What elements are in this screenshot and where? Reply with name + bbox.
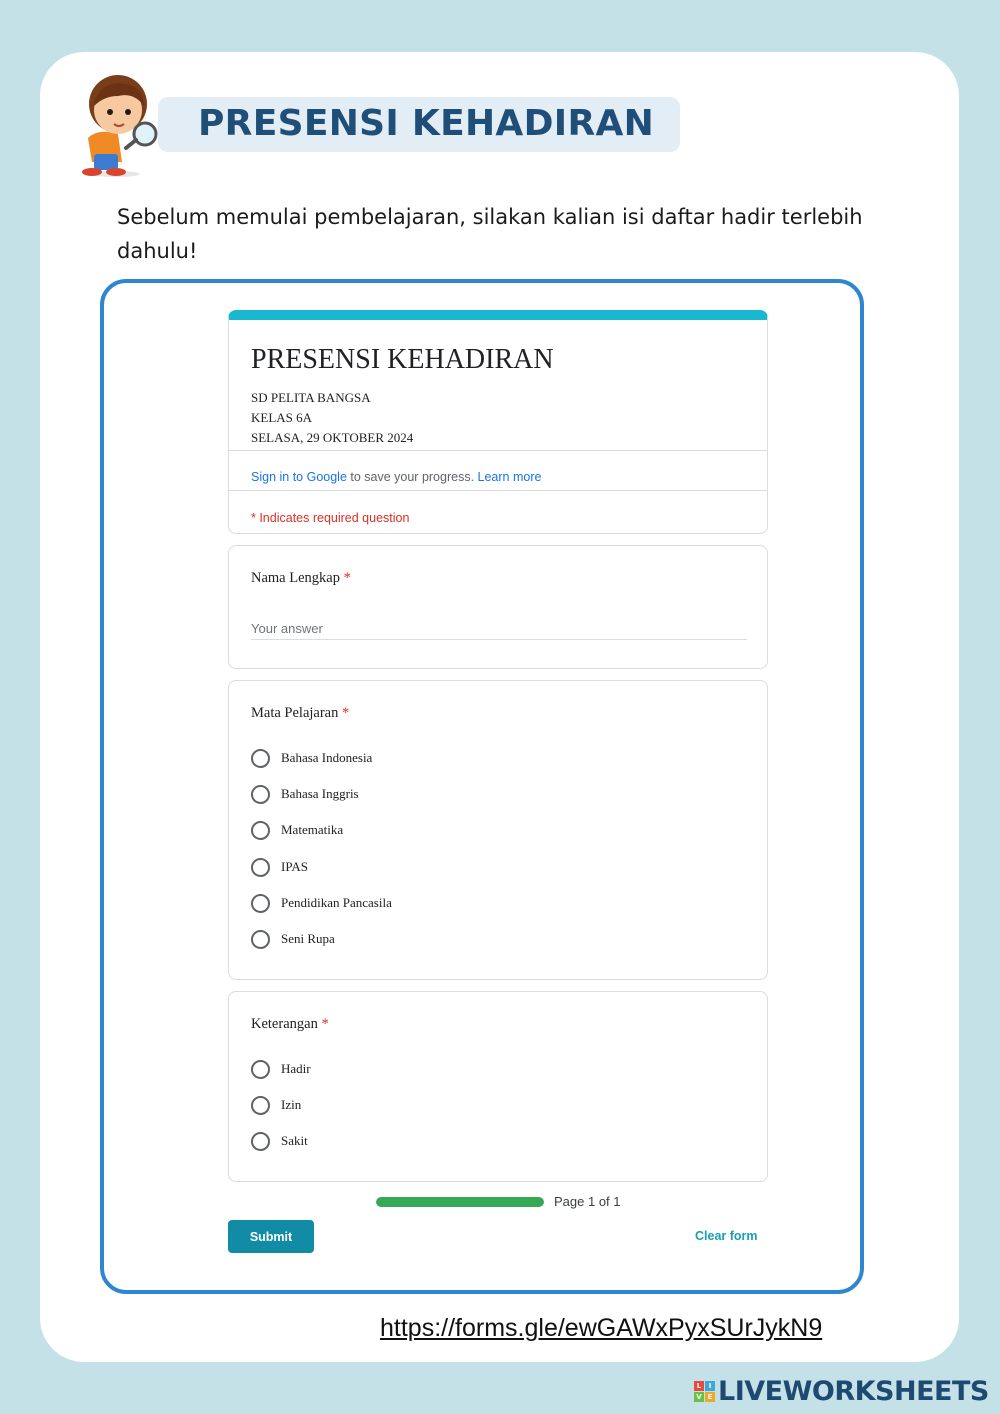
- divider: [229, 450, 767, 451]
- form-title: PRESENSI KEHADIRAN: [251, 344, 554, 375]
- signin-text: to save your progress.: [346, 470, 478, 484]
- liveworksheets-wordmark: LIVEWORKSHEETS: [718, 1376, 989, 1407]
- intro-instruction: Sebelum memulai pembelajaran, silakan kalian isi daftar hadir terlebih dahulu!: [117, 205, 863, 263]
- form-date: SELASA, 29 OKTOBER 2024: [251, 430, 414, 445]
- worksheet-title-banner: [158, 97, 680, 152]
- radio-circle-icon[interactable]: [251, 930, 270, 949]
- radio-circle-icon[interactable]: [251, 894, 270, 913]
- required-star: *: [321, 1016, 329, 1032]
- progress-bar: [376, 1197, 544, 1207]
- radio-circle-icon[interactable]: [251, 1132, 270, 1151]
- worksheet-title: PRESENSI KEHADIRAN: [198, 103, 655, 144]
- signin-link[interactable]: Sign in to Google: [251, 470, 347, 484]
- radio-circle-icon[interactable]: [251, 821, 270, 840]
- question-label: Mata Pelajaran *: [251, 705, 350, 721]
- radio-option[interactable]: Bahasa Indonesia: [251, 747, 372, 769]
- divider: [229, 490, 767, 491]
- question-card-name: [228, 545, 768, 669]
- question-label: Nama Lengkap *: [251, 570, 351, 586]
- radio-circle-icon[interactable]: [251, 749, 270, 768]
- radio-circle-icon[interactable]: [251, 785, 270, 804]
- progress-fill: [376, 1197, 544, 1207]
- class-name: KELAS 6A: [251, 410, 313, 425]
- question-card-status: [228, 991, 768, 1182]
- required-star: *: [343, 570, 351, 586]
- name-answer-input[interactable]: [251, 618, 747, 640]
- question-label: Keterangan *: [251, 1016, 329, 1032]
- radio-option[interactable]: Sakit: [251, 1130, 308, 1152]
- radio-option[interactable]: Hadir: [251, 1058, 311, 1080]
- signin-notice: [251, 470, 541, 484]
- liveworksheets-mark-icon: L I V E: [694, 1381, 715, 1402]
- radio-option[interactable]: Bahasa Inggris: [251, 783, 359, 805]
- form-description: [251, 388, 413, 448]
- radio-circle-icon[interactable]: [251, 858, 270, 877]
- submit-button[interactable]: Submit: [228, 1220, 314, 1253]
- radio-circle-icon[interactable]: [251, 1096, 270, 1115]
- radio-option[interactable]: IPAS: [251, 856, 308, 878]
- learn-more-link[interactable]: Learn more: [477, 470, 542, 484]
- required-note: * Indicates required question: [251, 511, 410, 525]
- radio-option[interactable]: Seni Rupa: [251, 928, 335, 950]
- form-header-card: [228, 310, 768, 534]
- radio-option[interactable]: Matematika: [251, 819, 343, 841]
- required-star: *: [342, 705, 350, 721]
- radio-circle-icon[interactable]: [251, 1060, 270, 1079]
- radio-option[interactable]: Izin: [251, 1094, 301, 1116]
- form-url-link[interactable]: https://forms.gle/ewGAWxPyxSUrJykN9: [380, 1314, 823, 1342]
- liveworksheets-logo: [694, 1376, 989, 1407]
- clear-form-button[interactable]: Clear form: [695, 1229, 758, 1243]
- question-card-subject: [228, 680, 768, 980]
- school-name: SD PELITA BANGSA: [251, 390, 371, 405]
- radio-option[interactable]: Pendidikan Pancasila: [251, 892, 392, 914]
- boy-magnifier-illustration: [72, 66, 166, 178]
- page-indicator: Page 1 of 1: [554, 1194, 621, 1209]
